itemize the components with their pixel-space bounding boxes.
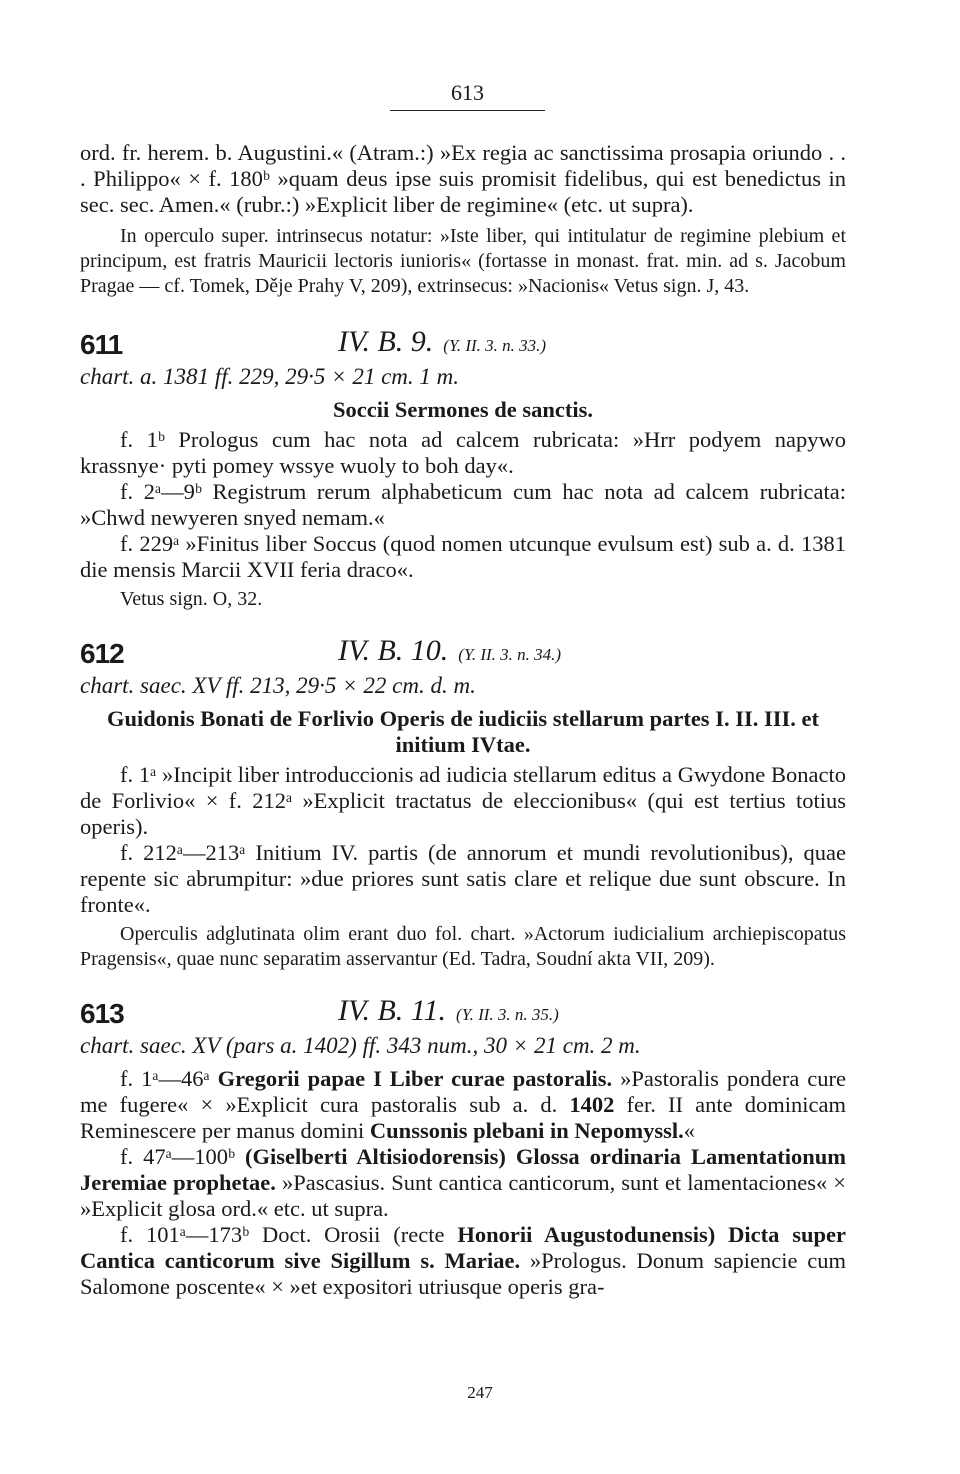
shelfmark: IV. B. 10. (Y. II. 3. n. 34.) [338,634,562,667]
entry-paragraph: f. 229ᵃ »Finitus liber Soccus (quod nomen utcunque evulsum est) sub a. d. 1381 die mensis Marcii XVII feria draco«. [80,531,846,582]
entry-note: Vetus sign. O, 32. [120,588,263,610]
old-shelfmark: (Y. II. 3. n. 33.) [443,336,547,355]
entry-612-heading [80,632,846,672]
entry-paragraph: f. 2ᵃ—9ᵇ Registrum rerum alphabeticum cum hac nota ad calcem rubricata: »Chwd newyeren snyed nemam.« [80,479,846,530]
intro-paragraph-1: ord. fr. herem. b. Augustini.« (Atram.:) »Ex regia ac sanctissima prosapia oriundo . . . Philippo« × f. 180ᵇ »quam deus ipse suis promisit fidelibus, qui est benedictus in sec. sec. Amen.« (rubr.:) »Explicit liber de regimine« (etc. ut supra). [80,140,846,217]
entry-paragraph: f. 1ᵇ Prologus cum hac nota ad calcem rubricata: »Hrr podyem napywo krassnye· pyti pomey wssye wuoly to boh day«. [80,427,846,478]
entry-paragraph: f. 47ᵃ—100ᵇ (Giselberti Altisiodorensis) Glossa ordinaria Lamentationum Jeremiae prophetae. »Pascasius. Sunt cantica canticorum, sunt et lamentaciones« × »Explicit glosa ord.« etc. ut supra. [80,1144,846,1221]
old-shelfmark: (Y. II. 3. n. 34.) [458,645,562,664]
entry-number: 613 [80,998,124,1029]
shelfmark: IV. B. 9. (Y. II. 3. n. 33.) [338,325,547,358]
entry-paragraph: f. 1ᵃ—46ᵃ Gregorii papae I Liber curae pastoralis. »Pastoralis pondera cure me fugere« × »Explicit cura pastoralis sub a. d. 1402 fer. II ante dominicam Reminescere per manus domini Cunssonis plebani in Nepomyssl.« [80,1066,846,1143]
footer-page-number: 247 [467,1383,493,1402]
entry-paragraph: f. 1ᵃ »Incipit liber introduccionis ad iudicia stellarum editus a Gwydone Bonacto de Forlivio« × f. 212ᵃ »Explicit tractatus de eleccionibus« (qui est tertius totius operis). [80,762,846,839]
entry-paragraph: f. 101ᵃ—173ᵇ Doct. Orosii (recte Honorii Augustodunensis) Dicta super Cantica canticorum sive Sigillum s. Mariae. »Prologus. Donum sapiencie cum Salomone poscente« × »et expositori utriusque operis gra- [80,1222,846,1299]
entry-title: Guidonis Bonati de Forlivio Operis de iudiciis stellarum partes I. II. III. et initium IVtae. [107,706,819,757]
old-shelfmark: (Y. II. 3. n. 35.) [456,1005,559,1024]
page-number-header: 613 [390,80,545,111]
entry-613-heading [80,992,846,1032]
entry-number: 611 [80,329,123,360]
entry-note: Operculis adglutinata olim erant duo fol. chart. »Actorum iudicialium archiepiscopatus Pragensis«, quae nunc separatim asservantur (Ed. Tadra, Soudní akta VII, 209). [80,923,846,970]
entry-number: 612 [80,638,124,669]
intro-paragraph-2: In operculo super. intrinsecus notatur: »Iste liber, qui intitulatur de regimine plebium et principum, est fratris Mauricii lectoris iunioris« (fortasse in monast. frat. min. ad s. Jacobum Pragae — cf. Tomek, Děje Prahy V, 209), extrinsecus: »Nacionis« Vetus sign. J, 43. [80,225,846,297]
entry-paragraph: f. 212ᵃ—213ᵃ Initium IV. partis (de annorum et mundi revolutionibus), quae repente sic abrumpitur: »due priores sunt satis clare et relique due sunt obscure. In fronte«. [80,840,846,917]
physical-description: chart. saec. XV (pars a. 1402) ff. 343 num., 30 × 21 cm. 2 m. [80,1033,641,1058]
shelfmark: IV. B. 11. (Y. II. 3. n. 35.) [338,994,559,1027]
page-body [80,140,846,1300]
physical-description: chart. a. 1381 ff. 229, 29·5 × 21 cm. 1 m. [80,364,460,389]
entry-611-heading [80,323,846,363]
entry-title: Soccii Sermones de sanctis. [333,397,593,422]
physical-description: chart. saec. XV ff. 213, 29·5 × 22 cm. d. m. [80,673,476,698]
